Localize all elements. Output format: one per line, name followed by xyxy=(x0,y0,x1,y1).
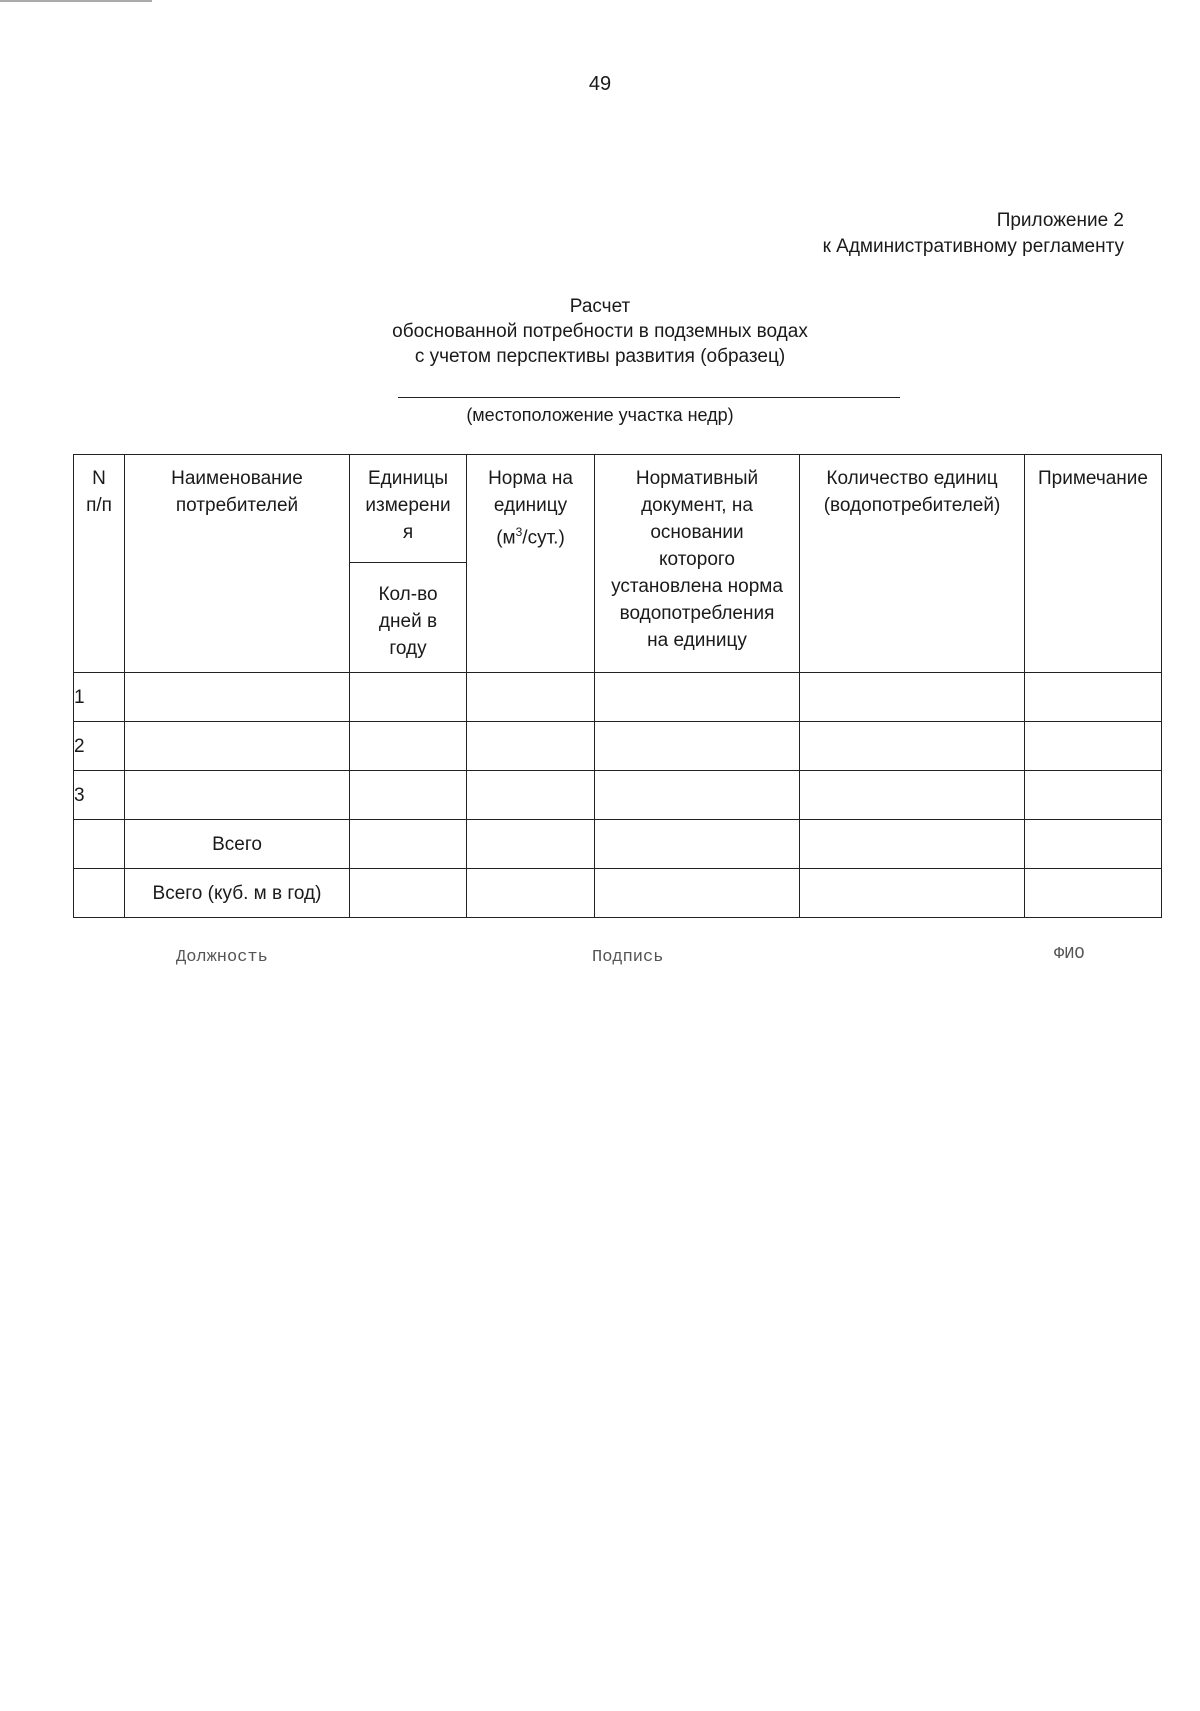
table-cell xyxy=(350,722,467,771)
header-text-line: п/п xyxy=(86,495,112,516)
table-cell xyxy=(125,673,350,722)
appendix-line-2: к Административному регламенту xyxy=(822,236,1124,257)
table-cell xyxy=(125,771,350,820)
header-consumer-name xyxy=(125,455,350,673)
table-row xyxy=(74,722,1162,771)
header-text-line: N xyxy=(92,468,106,489)
location-caption: (местоположение участка недр) xyxy=(466,405,734,425)
signature-position-label: Должность xyxy=(176,948,268,967)
header-text-line: я xyxy=(402,522,414,543)
table-header-row xyxy=(74,455,1162,563)
table-cell xyxy=(595,869,800,918)
header-text-line: Единицы xyxy=(367,468,449,489)
header-text-line: основании xyxy=(650,522,744,543)
header-text-line: Количество единиц xyxy=(826,468,998,489)
table-cell xyxy=(467,673,595,722)
signature-sign-label: Подпись xyxy=(592,948,664,967)
header-unit-count xyxy=(800,455,1025,673)
header-text-line: (водопотребителей) xyxy=(823,495,1001,516)
header-units xyxy=(350,455,467,563)
header-normative-document xyxy=(595,455,800,673)
signature-name-label: ФИО xyxy=(1054,945,1085,964)
norm-unit-superscript: 3 xyxy=(515,525,523,539)
location-fill-line xyxy=(398,397,900,398)
signature-block xyxy=(0,945,1200,975)
table-cell xyxy=(125,722,350,771)
title-line-2: обоснованной потребности в подземных водах xyxy=(392,321,808,342)
table-row xyxy=(74,673,1162,722)
table-cell xyxy=(800,771,1025,820)
norm-unit-suffix: /сут.) xyxy=(522,527,565,549)
table-cell xyxy=(350,771,467,820)
total-annual-row xyxy=(74,869,1162,918)
title-line-3: с учетом перспективы развития (образец) xyxy=(414,346,786,367)
header-text-line: дней в xyxy=(378,611,438,632)
table-cell xyxy=(467,722,595,771)
table-cell xyxy=(595,771,800,820)
norm-unit-prefix: (м xyxy=(496,527,516,549)
header-text-line: потребителей xyxy=(175,495,299,516)
header-text-line: Наименование xyxy=(171,468,303,489)
header-text-line: которого xyxy=(659,549,735,570)
header-text-line: установлена норма xyxy=(611,576,783,597)
table-cell xyxy=(595,673,800,722)
table-cell xyxy=(467,869,595,918)
header-text-line: Норма на xyxy=(488,468,573,489)
header-text-line: водопотребления xyxy=(619,603,775,624)
header-text-line: единицу xyxy=(493,495,568,516)
row-number: 2 xyxy=(74,722,125,771)
table-cell xyxy=(1025,722,1162,771)
header-norm-unit xyxy=(471,519,590,551)
total-annual-label: Всего (куб. м в год) xyxy=(125,869,350,918)
header-text-line: измерени xyxy=(365,495,451,516)
table-cell xyxy=(800,869,1025,918)
total-row xyxy=(74,820,1162,869)
table-cell xyxy=(1025,820,1162,869)
header-text-line: документ, на xyxy=(641,495,753,516)
table-cell xyxy=(800,820,1025,869)
row-number: 3 xyxy=(74,771,125,820)
total-label: Всего xyxy=(125,820,350,869)
table-cell xyxy=(1025,771,1162,820)
appendix-note xyxy=(823,208,1124,260)
table-cell xyxy=(800,722,1025,771)
header-text-line: Кол-во xyxy=(378,584,438,605)
appendix-line-1: Приложение 2 xyxy=(996,210,1124,231)
header-text-line: на единицу xyxy=(647,630,747,651)
row-number: 1 xyxy=(74,673,125,722)
table-cell xyxy=(74,869,125,918)
header-norm-per-unit xyxy=(467,455,595,673)
table-cell xyxy=(1025,673,1162,722)
table-cell xyxy=(595,722,800,771)
table-cell xyxy=(467,820,595,869)
title-line-1: Расчет xyxy=(569,296,631,317)
table-cell xyxy=(595,820,800,869)
table-cell xyxy=(1025,869,1162,918)
page-number: 49 xyxy=(588,73,612,95)
table-cell xyxy=(350,820,467,869)
header-text-line: Нормативный xyxy=(635,468,759,489)
header-text-line: году xyxy=(389,638,427,659)
table-row xyxy=(74,771,1162,820)
table-cell xyxy=(74,820,125,869)
consumers-table xyxy=(73,454,1162,918)
header-note: Примечание xyxy=(1025,455,1162,673)
header-num xyxy=(74,455,125,673)
table-cell xyxy=(350,869,467,918)
document-title xyxy=(0,294,1200,369)
header-days-per-year xyxy=(350,563,467,673)
table-cell xyxy=(467,771,595,820)
table-cell xyxy=(800,673,1025,722)
table-cell xyxy=(350,673,467,722)
scan-edge-mark xyxy=(0,0,152,2)
